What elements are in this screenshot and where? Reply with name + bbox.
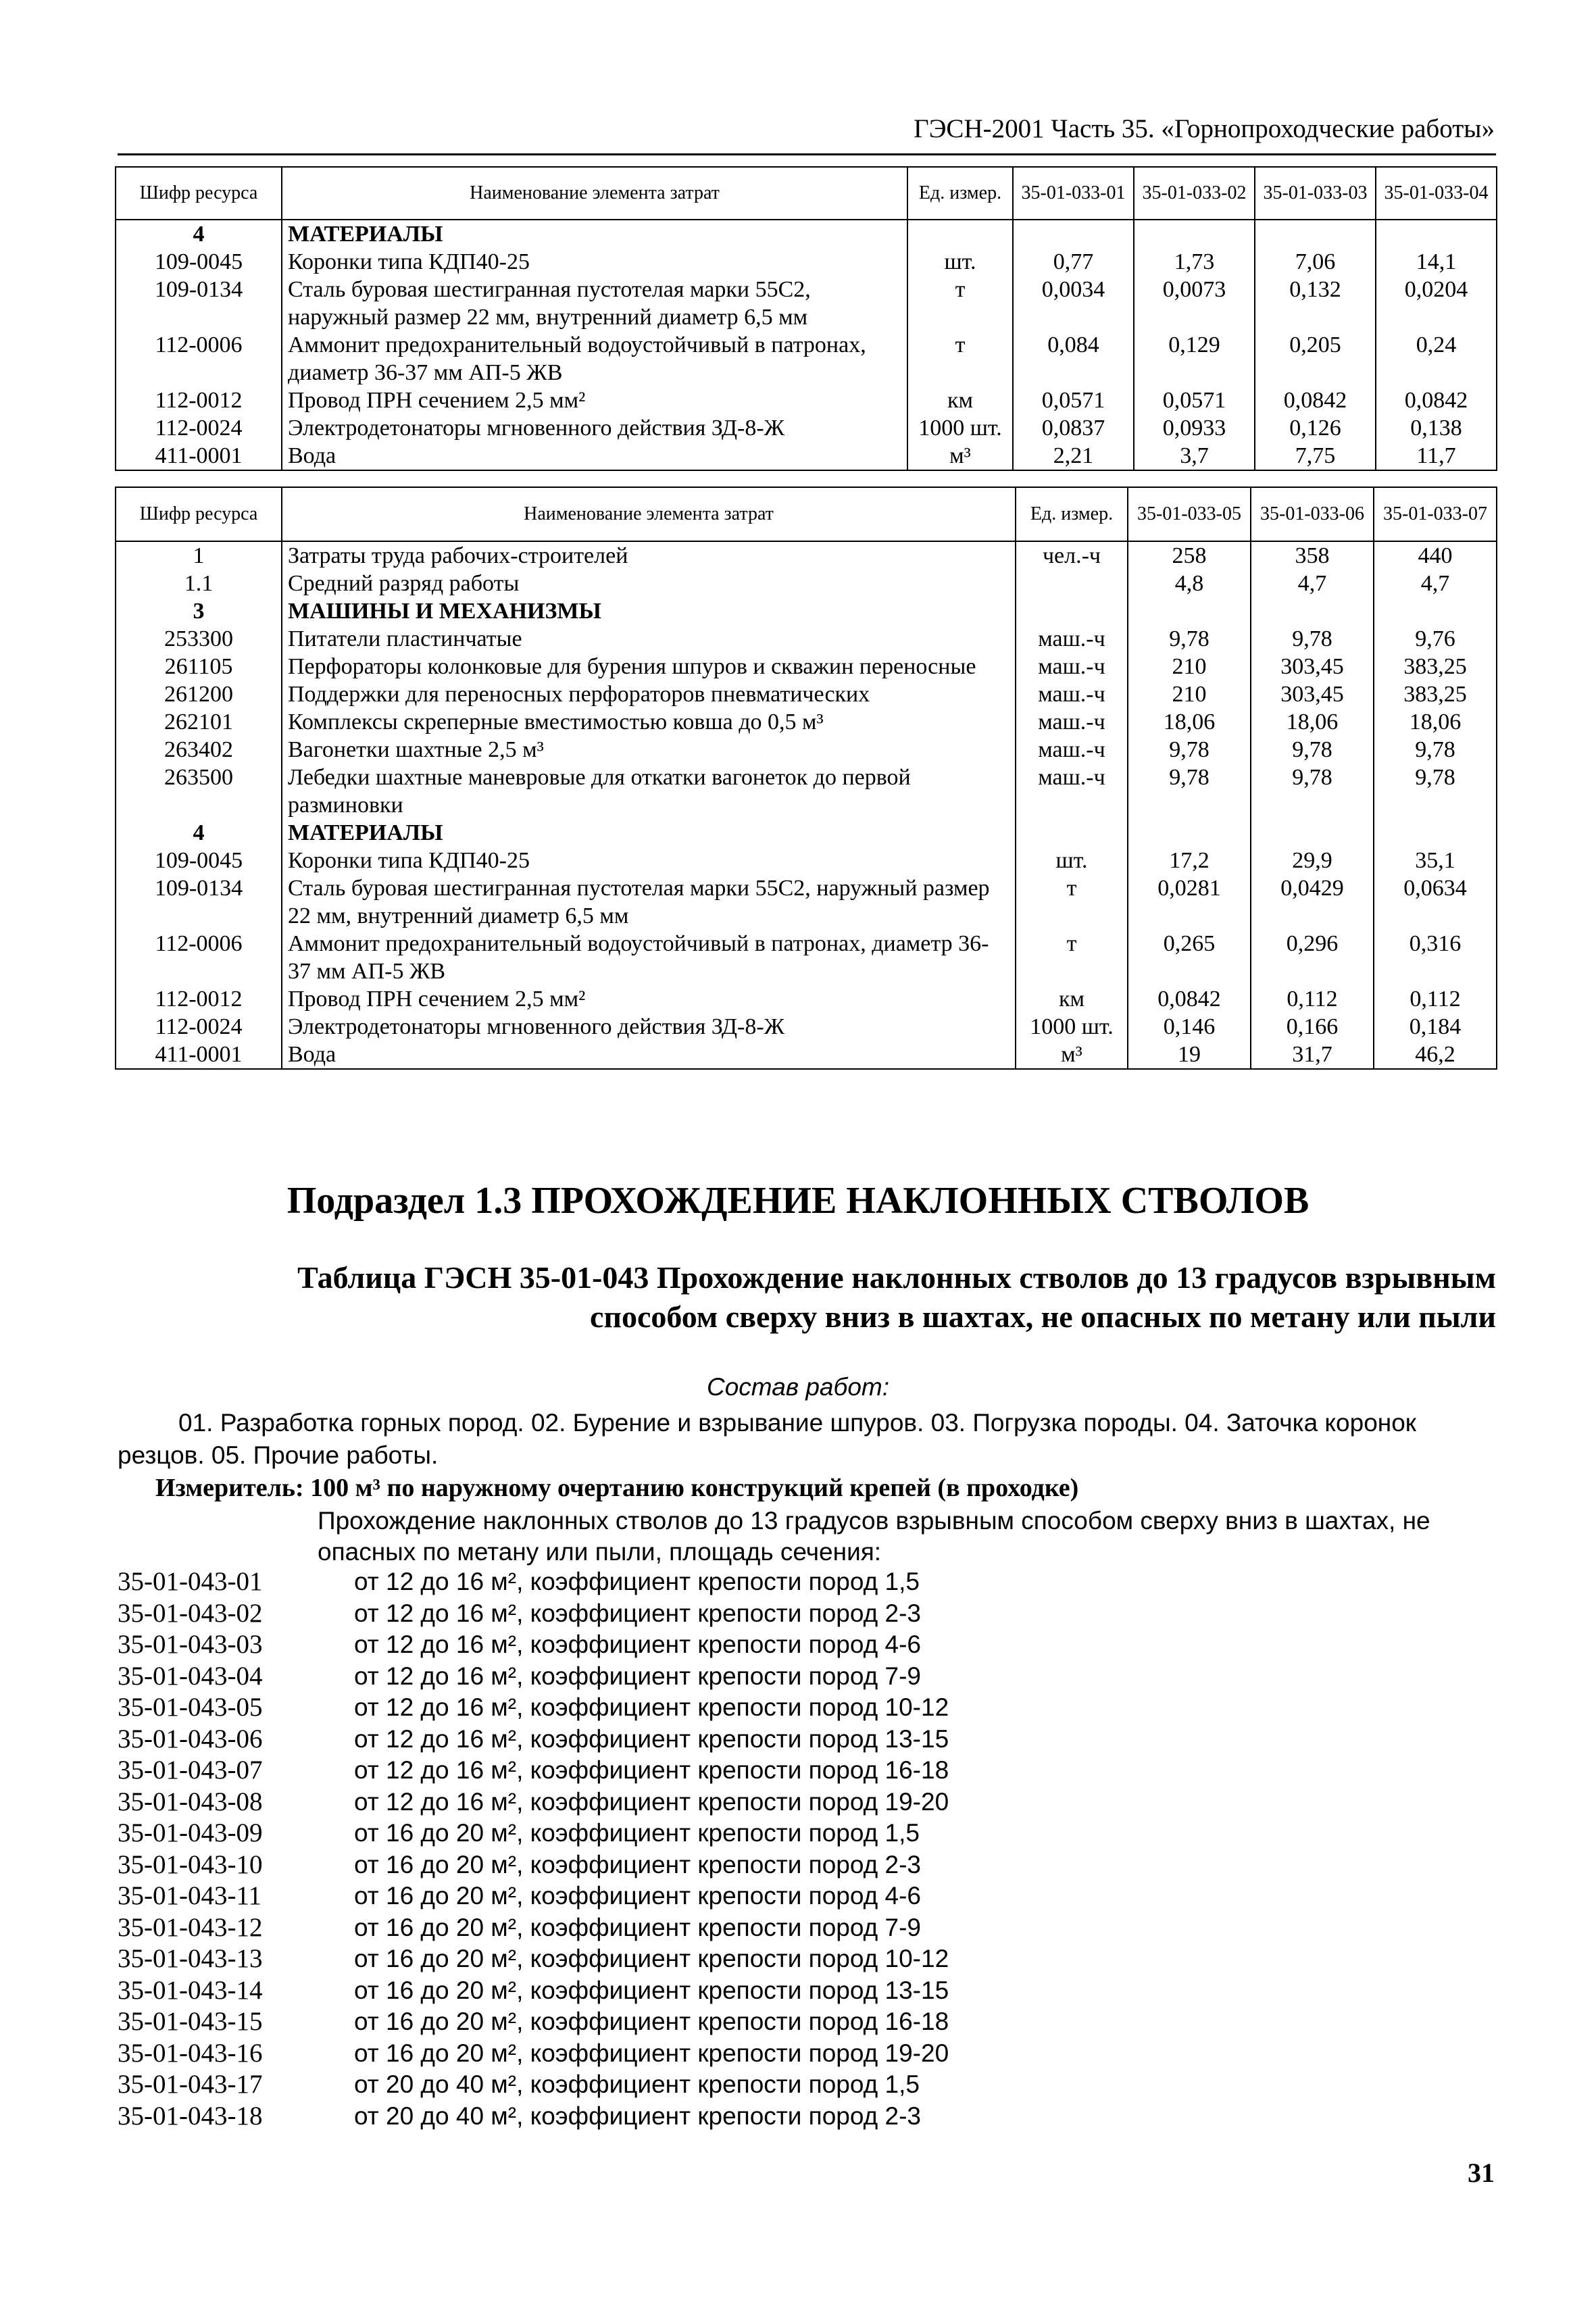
table-title: [118, 1258, 1496, 1337]
resource-table-1: [115, 166, 1497, 471]
resource-name: Аммонит предохранительный водоустойчивый в патронах, диаметр 36-37 мм АП-5 ЖВ: [282, 930, 1016, 985]
resource-unit: чел.-ч: [1016, 541, 1128, 570]
norm-value: 0,0204: [1376, 276, 1497, 331]
composition-text: 01. Разработка горных пород. 02. Бурение и взрывание шпуров. 03. Погрузка породы. 04. Заточка коронок резцов. 05. Прочие работы.: [118, 1409, 1416, 1469]
norm-value: 383,25: [1374, 680, 1497, 708]
list-item: [118, 1661, 1401, 1693]
norm-value: 46,2: [1374, 1041, 1497, 1069]
resource-unit: т: [907, 331, 1013, 387]
table-row: [116, 1013, 1497, 1041]
col-header-unit: Ед. измер.: [907, 167, 1013, 220]
norm-description: от 20 до 40 м², коэффициент крепости пород 1,5: [354, 2070, 920, 2098]
resource-unit: [1016, 819, 1128, 847]
norm-value: 18,06: [1374, 708, 1497, 736]
table-row: [116, 442, 1497, 470]
resource-code: 4: [116, 220, 282, 248]
norm-value: 0,0933: [1134, 414, 1255, 442]
resource-code: 109-0045: [116, 847, 282, 874]
resource-code: 263402: [116, 736, 282, 764]
resource-code: 3: [116, 597, 282, 625]
norm-value: 0,0034: [1013, 276, 1134, 331]
resource-code: 112-0024: [116, 1013, 282, 1041]
list-item: [118, 1755, 1401, 1787]
list-item: [118, 1881, 1401, 1912]
norm-value: 9,78: [1251, 764, 1374, 819]
list-item: [118, 1629, 1401, 1661]
table-row: [116, 276, 1497, 331]
norm-value: 35,1: [1374, 847, 1497, 874]
resource-name: Коронки типа КДП40-25: [282, 847, 1016, 874]
col-header-norm: 35-01-033-05: [1128, 487, 1251, 541]
norm-description: от 12 до 16 м², коэффициент крепости пород 16-18: [354, 1756, 949, 1784]
resource-name: МАТЕРИАЛЫ: [282, 819, 1016, 847]
norm-value: 0,0571: [1134, 387, 1255, 414]
norm-value: 0,0571: [1013, 387, 1134, 414]
resource-name: Коронки типа КДП40-25: [282, 248, 907, 276]
resource-code: 109-0134: [116, 874, 282, 930]
col-header-code: Шифр ресурса: [116, 167, 282, 220]
table-row: [116, 874, 1497, 930]
resource-name: Вода: [282, 1041, 1016, 1069]
norm-value: [1128, 819, 1251, 847]
norm-code: 35-01-043-18: [118, 2101, 263, 2131]
norm-value: 9,78: [1128, 625, 1251, 653]
norm-code: 35-01-043-13: [118, 1944, 263, 1973]
resource-name: Поддержки для переносных перфораторов пневматических: [282, 680, 1016, 708]
resource-name: Аммонит предохранительный водоустойчивый в патронах, диаметр 36-37 мм АП-5 ЖВ: [282, 331, 907, 387]
norm-description: от 16 до 20 м², коэффициент крепости пород 2-3: [354, 1850, 921, 1878]
table-title-line: Таблица ГЭСН 35-01-043 Прохождение наклонных стволов до 13 градусов взрывным: [297, 1260, 1496, 1295]
norm-value: 7,75: [1255, 442, 1376, 470]
resource-name: Средний разряд работы: [282, 570, 1016, 597]
norm-value: 0,24: [1376, 331, 1497, 387]
norm-description: от 12 до 16 м², коэффициент крепости пород 10-12: [354, 1693, 949, 1721]
norm-value: 0,0281: [1128, 874, 1251, 930]
norm-value: 18,06: [1251, 708, 1374, 736]
resource-code: 112-0012: [116, 985, 282, 1013]
resource-name: Вагонетки шахтные 2,5 м³: [282, 736, 1016, 764]
table-row: [116, 570, 1497, 597]
norm-value: 0,205: [1255, 331, 1376, 387]
resource-code: 1: [116, 541, 282, 570]
list-item: [118, 1787, 1401, 1818]
norm-description: от 12 до 16 м², коэффициент крепости пород 4-6: [354, 1631, 921, 1658]
norm-value: 0,77: [1013, 248, 1134, 276]
list-item: [118, 2006, 1401, 2038]
norm-value: 0,0429: [1251, 874, 1374, 930]
resource-unit: [907, 220, 1013, 248]
resource-code: 4: [116, 819, 282, 847]
norm-description: от 16 до 20 м², коэффициент крепости пород 10-12: [354, 1945, 949, 1972]
norm-value: 0,265: [1128, 930, 1251, 985]
resource-unit: маш.-ч: [1016, 708, 1128, 736]
norm-value: [1013, 220, 1134, 248]
list-item: [118, 1692, 1401, 1724]
col-header-norm: 35-01-033-07: [1374, 487, 1497, 541]
norm-value: 0,296: [1251, 930, 1374, 985]
resource-unit: т: [907, 276, 1013, 331]
resource-unit: 1000 шт.: [907, 414, 1013, 442]
table-row: [116, 708, 1497, 736]
col-header-norm: 35-01-033-04: [1376, 167, 1497, 220]
resource-name: Провод ПРН сечением 2,5 мм²: [282, 985, 1016, 1013]
norm-value: 9,78: [1128, 736, 1251, 764]
table-row: [116, 541, 1497, 570]
resource-code: 261200: [116, 680, 282, 708]
resource-code: 262101: [116, 708, 282, 736]
resource-name: Вода: [282, 442, 907, 470]
norm-value: 14,1: [1376, 248, 1497, 276]
norm-description: от 16 до 20 м², коэффициент крепости пород 7-9: [354, 1913, 921, 1941]
norm-value: 0,138: [1376, 414, 1497, 442]
table-row: [116, 819, 1497, 847]
col-header-code: Шифр ресурса: [116, 487, 282, 541]
norm-value: 0,129: [1134, 331, 1255, 387]
norm-value: 7,06: [1255, 248, 1376, 276]
resource-code: 263500: [116, 764, 282, 819]
norm-value: 9,78: [1374, 736, 1497, 764]
norm-value: [1128, 597, 1251, 625]
table-row: [116, 1041, 1497, 1069]
resource-name: Затраты труда рабочих-строителей: [282, 541, 1016, 570]
col-header-name: Наименование элемента затрат: [282, 167, 907, 220]
norm-value: 210: [1128, 680, 1251, 708]
table-row: [116, 597, 1497, 625]
page-header: ГЭСН-2001 Часть 35. «Горнопроходческие работы»: [914, 114, 1495, 143]
resource-name: Электродетонаторы мгновенного действия ЗД-8-Ж: [282, 1013, 1016, 1041]
norm-value: 0,0634: [1374, 874, 1497, 930]
list-item: [118, 2038, 1401, 2070]
table-row: [116, 736, 1497, 764]
norm-value: 0,112: [1374, 985, 1497, 1013]
header-rule: [118, 153, 1496, 155]
norm-value: 0,0073: [1134, 276, 1255, 331]
resource-code: 112-0006: [116, 331, 282, 387]
norm-code: 35-01-043-06: [118, 1724, 263, 1753]
table-row: [116, 331, 1497, 387]
resource-code: 112-0012: [116, 387, 282, 414]
norm-value: 358: [1251, 541, 1374, 570]
norm-value: 9,78: [1251, 625, 1374, 653]
norm-code: 35-01-043-07: [118, 1756, 263, 1785]
table-row: [116, 680, 1497, 708]
list-item: [118, 1849, 1401, 1881]
norm-value: 9,76: [1374, 625, 1497, 653]
resource-unit: маш.-ч: [1016, 625, 1128, 653]
norm-value: 17,2: [1128, 847, 1251, 874]
resource-unit: т: [1016, 874, 1128, 930]
norm-value: 0,132: [1255, 276, 1376, 331]
resource-code: 112-0006: [116, 930, 282, 985]
resource-name: Провод ПРН сечением 2,5 мм²: [282, 387, 907, 414]
norm-code: 35-01-043-01: [118, 1567, 263, 1596]
norm-value: 11,7: [1376, 442, 1497, 470]
norm-code: 35-01-043-02: [118, 1598, 263, 1628]
norm-value: 0,0837: [1013, 414, 1134, 442]
page-number: 31: [1468, 2158, 1495, 2188]
norm-code: 35-01-043-09: [118, 1818, 263, 1847]
norm-value: 19: [1128, 1041, 1251, 1069]
resource-code: 411-0001: [116, 1041, 282, 1069]
resource-unit: шт.: [1016, 847, 1128, 874]
norm-code: 35-01-043-03: [118, 1630, 263, 1659]
norm-value: 303,45: [1251, 653, 1374, 680]
list-item: [118, 1566, 1401, 1598]
table-row: [116, 414, 1497, 442]
col-header-name: Наименование элемента затрат: [282, 487, 1016, 541]
norm-value: 0,146: [1128, 1013, 1251, 1041]
list-item: [118, 1975, 1401, 2007]
norm-value: 0,0842: [1128, 985, 1251, 1013]
norm-value: 1,73: [1134, 248, 1255, 276]
resource-name: Лебедки шахтные маневровые для откатки вагонеток до первой разминовки: [282, 764, 1016, 819]
norm-value: [1251, 597, 1374, 625]
resource-unit: [1016, 570, 1128, 597]
resource-code: 112-0024: [116, 414, 282, 442]
norm-value: 9,78: [1128, 764, 1251, 819]
table-row: [116, 248, 1497, 276]
norm-value: [1255, 220, 1376, 248]
table-row: [116, 764, 1497, 819]
norm-value: 4,7: [1374, 570, 1497, 597]
norm-code: 35-01-043-04: [118, 1661, 263, 1691]
subsection-title: Подраздел 1.3 ПРОХОЖДЕНИЕ НАКЛОННЫХ СТВОЛОВ: [286, 1180, 1310, 1222]
table-row: [116, 220, 1497, 248]
resource-unit: [1016, 597, 1128, 625]
intro-text: Прохождение наклонных стволов до 13 градусов взрывным способом сверху вниз в шахтах, не опасных по метану или пыли, площадь сечения:: [318, 1507, 1430, 1566]
resource-code: 109-0134: [116, 276, 282, 331]
list-item: [118, 1818, 1401, 1849]
norm-description: от 20 до 40 м², коэффициент крепости пород 2-3: [354, 2101, 921, 2130]
norm-value: 2,21: [1013, 442, 1134, 470]
list-item: [118, 1912, 1401, 1944]
resource-unit: маш.-ч: [1016, 736, 1128, 764]
norm-value: 0,316: [1374, 930, 1497, 985]
norm-value: 258: [1128, 541, 1251, 570]
measure-unit: Измеритель: 100 м³ по наружному очертанию конструкций крепей (в проходке): [155, 1474, 1079, 1502]
table-row: [116, 653, 1497, 680]
norm-description: от 12 до 16 м², коэффициент крепости пород 7-9: [354, 1662, 921, 1690]
norm-description: от 12 до 16 м², коэффициент крепости пород 2-3: [354, 1599, 921, 1627]
table-row: [116, 985, 1497, 1013]
norm-value: [1374, 597, 1497, 625]
table-row: [116, 387, 1497, 414]
norm-code: 35-01-043-15: [118, 2007, 263, 2036]
norm-value: 0,0842: [1255, 387, 1376, 414]
resource-name: МАШИНЫ И МЕХАНИЗМЫ: [282, 597, 1016, 625]
norm-value: 31,7: [1251, 1041, 1374, 1069]
norm-value: 0,126: [1255, 414, 1376, 442]
norm-code: 35-01-043-10: [118, 1849, 263, 1879]
composition-title: Состав работ:: [706, 1373, 890, 1401]
resource-name: Перфораторы колонковые для бурения шпуров и скважин переносные: [282, 653, 1016, 680]
norm-value: 0,184: [1374, 1013, 1497, 1041]
norm-value: 440: [1374, 541, 1497, 570]
norm-description: от 16 до 20 м², коэффициент крепости пород 19-20: [354, 2039, 949, 2067]
resource-name: Питатели пластинчатые: [282, 625, 1016, 653]
norm-value: [1251, 819, 1374, 847]
resource-unit: маш.-ч: [1016, 653, 1128, 680]
norm-description: от 16 до 20 м², коэффициент крепости пород 13-15: [354, 1976, 949, 2004]
norm-value: 3,7: [1134, 442, 1255, 470]
resource-unit: маш.-ч: [1016, 680, 1128, 708]
list-item: [118, 1724, 1401, 1756]
resource-code: 253300: [116, 625, 282, 653]
resource-unit: м³: [1016, 1041, 1128, 1069]
col-header-norm: 35-01-033-01: [1013, 167, 1134, 220]
norm-code: 35-01-043-05: [118, 1693, 263, 1722]
resource-name: МАТЕРИАЛЫ: [282, 220, 907, 248]
norm-value: 0,084: [1013, 331, 1134, 387]
norm-code: 35-01-043-11: [118, 1881, 262, 1910]
norm-description: от 16 до 20 м², коэффициент крепости пород 1,5: [354, 1819, 920, 1847]
col-header-unit: Ед. измер.: [1016, 487, 1128, 541]
norm-value: 0,0842: [1376, 387, 1497, 414]
norm-value: 0,166: [1251, 1013, 1374, 1041]
resource-name: Комплексы скреперные вместимостью ковша до 0,5 м³: [282, 708, 1016, 736]
norm-description: от 16 до 20 м², коэффициент крепости пород 4-6: [354, 1882, 921, 1910]
norm-value: 4,8: [1128, 570, 1251, 597]
list-item: [118, 2101, 1401, 2133]
norm-value: 9,78: [1251, 736, 1374, 764]
resource-code: 261105: [116, 653, 282, 680]
col-header-norm: 35-01-033-02: [1134, 167, 1255, 220]
norm-value: 0,112: [1251, 985, 1374, 1013]
resource-unit: м³: [907, 442, 1013, 470]
resource-name: Электродетонаторы мгновенного действия ЗД-8-Ж: [282, 414, 907, 442]
col-header-norm: 35-01-033-03: [1255, 167, 1376, 220]
norm-code: 35-01-043-16: [118, 2038, 263, 2068]
norm-description: от 12 до 16 м², коэффициент крепости пород 13-15: [354, 1724, 949, 1753]
resource-table-2: [115, 487, 1497, 1070]
resource-code: 411-0001: [116, 442, 282, 470]
code-list: [118, 1566, 1401, 2132]
resource-unit: шт.: [907, 248, 1013, 276]
norm-code: 35-01-043-17: [118, 2070, 263, 2099]
norm-description: от 12 до 16 м², коэффициент крепости пород 1,5: [354, 1568, 920, 1595]
norm-value: 9,78: [1374, 764, 1497, 819]
norm-code: 35-01-043-12: [118, 1912, 263, 1942]
table-title-line: способом сверху вниз в шахтах, не опасных по метану или пыли: [590, 1299, 1496, 1334]
list-item: [118, 1598, 1401, 1630]
resource-unit: км: [1016, 985, 1128, 1013]
resource-unit: км: [907, 387, 1013, 414]
norm-value: [1374, 819, 1497, 847]
norm-value: 18,06: [1128, 708, 1251, 736]
norm-value: [1134, 220, 1255, 248]
norm-description: от 12 до 16 м², коэффициент крепости пород 19-20: [354, 1787, 949, 1816]
resource-code: 109-0045: [116, 248, 282, 276]
list-item: [118, 1943, 1401, 1975]
col-header-norm: 35-01-033-06: [1251, 487, 1374, 541]
norm-code: 35-01-043-14: [118, 1975, 263, 2005]
norm-value: 210: [1128, 653, 1251, 680]
table-row: [116, 930, 1497, 985]
norm-description: от 16 до 20 м², коэффициент крепости пород 16-18: [354, 2008, 949, 2035]
norm-value: 29,9: [1251, 847, 1374, 874]
norm-code: 35-01-043-08: [118, 1787, 263, 1816]
resource-unit: 1000 шт.: [1016, 1013, 1128, 1041]
resource-name: Сталь буровая шестигранная пустотелая марки 55С2, наружный размер 22 мм, внутренний диаметр 6,5 мм: [282, 874, 1016, 930]
norm-value: 4,7: [1251, 570, 1374, 597]
table-row: [116, 847, 1497, 874]
table-row: [116, 625, 1497, 653]
resource-code: 1.1: [116, 570, 282, 597]
resource-unit: т: [1016, 930, 1128, 985]
resource-name: Сталь буровая шестигранная пустотелая марки 55С2, наружный размер 22 мм, внутренний диаметр 6,5 мм: [282, 276, 907, 331]
norm-value: 383,25: [1374, 653, 1497, 680]
list-item: [118, 2069, 1401, 2101]
norm-value: [1376, 220, 1497, 248]
resource-unit: маш.-ч: [1016, 764, 1128, 819]
norm-value: 303,45: [1251, 680, 1374, 708]
